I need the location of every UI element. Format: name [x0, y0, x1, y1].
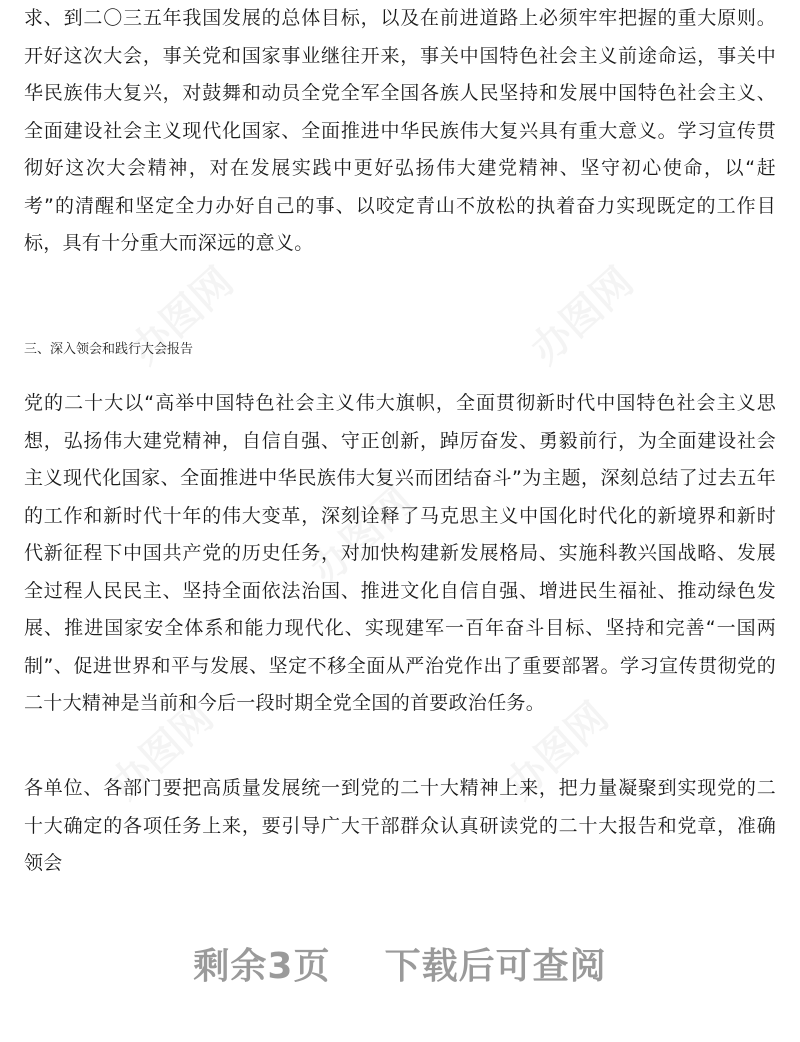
paragraph-2: 党的二十大以“高举中国特色社会主义伟大旗帜，全面贯彻新时代中国特色社会主义思想，弘扬伟大建党精神，自信自强、守正创新，踔厉奋发、勇毅前行，为全面建设社会主义现代化国家、全面推进中华民族伟大复兴而团结奋斗”为主题，深刻总结了过去五年的工作和新时代十年的伟大变革，深刻诠释了马克思主义中国化时代化的新境界和新时代新征程下中国共产党的历史任务，对加快构建新发展格局、实施科教兴国战略、发展全过程人民民主、坚持全面依法治国、推进文化自信自强、增进民生福祉、推动绿色发展、推进国家安全体系和能力现代化、实现建军一百年奋斗目标、坚持和完善“一国两制”、促进世界和平与发展、坚定不移全面从严治党作出了重要部署。学习宣传贯彻党的二十大精神是当前和今后一段时期全党全国的首要政治任务。: [24, 392, 776, 714]
section-heading: 三、深入领会和践行大会报告: [24, 342, 194, 357]
remaining-pages-banner[interactable]: 剩余3页 下载后可查阅: [193, 946, 607, 987]
paragraph-3: 各单位、各部门要把高质量发展统一到党的二十大精神上来，把力量凝聚到实现党的二十大确定的各项任务上来，要引导广大干部群众认真研读党的二十大报告和党章，准确领会: [24, 777, 776, 874]
watermark: [516, 252, 643, 375]
paragraph-1: 求、到二〇三五年我国发展的总体目标，以及在前进道路上必须牢牢把握的重大原则。开好这次大会，事关党和国家事业继往开来，事关中国特色社会主义前途命运，事关中华民族伟大复兴，对鼓舞和动员全党全军全国各族人民坚持和发展中国特色社会主义、全面建设社会主义现代化国家、全面推进中华民族伟大复兴具有重大意义。学习宣传贯彻好这次大会精神，对在发展实践中更好弘扬伟大建党精神、坚守初心使命，以“赶考”的清醒和坚定全力办好自己的事、以咬定青山不放松的执着奋力实现既定的工作目标，具有十分重大而深远的意义。: [24, 7, 776, 254]
